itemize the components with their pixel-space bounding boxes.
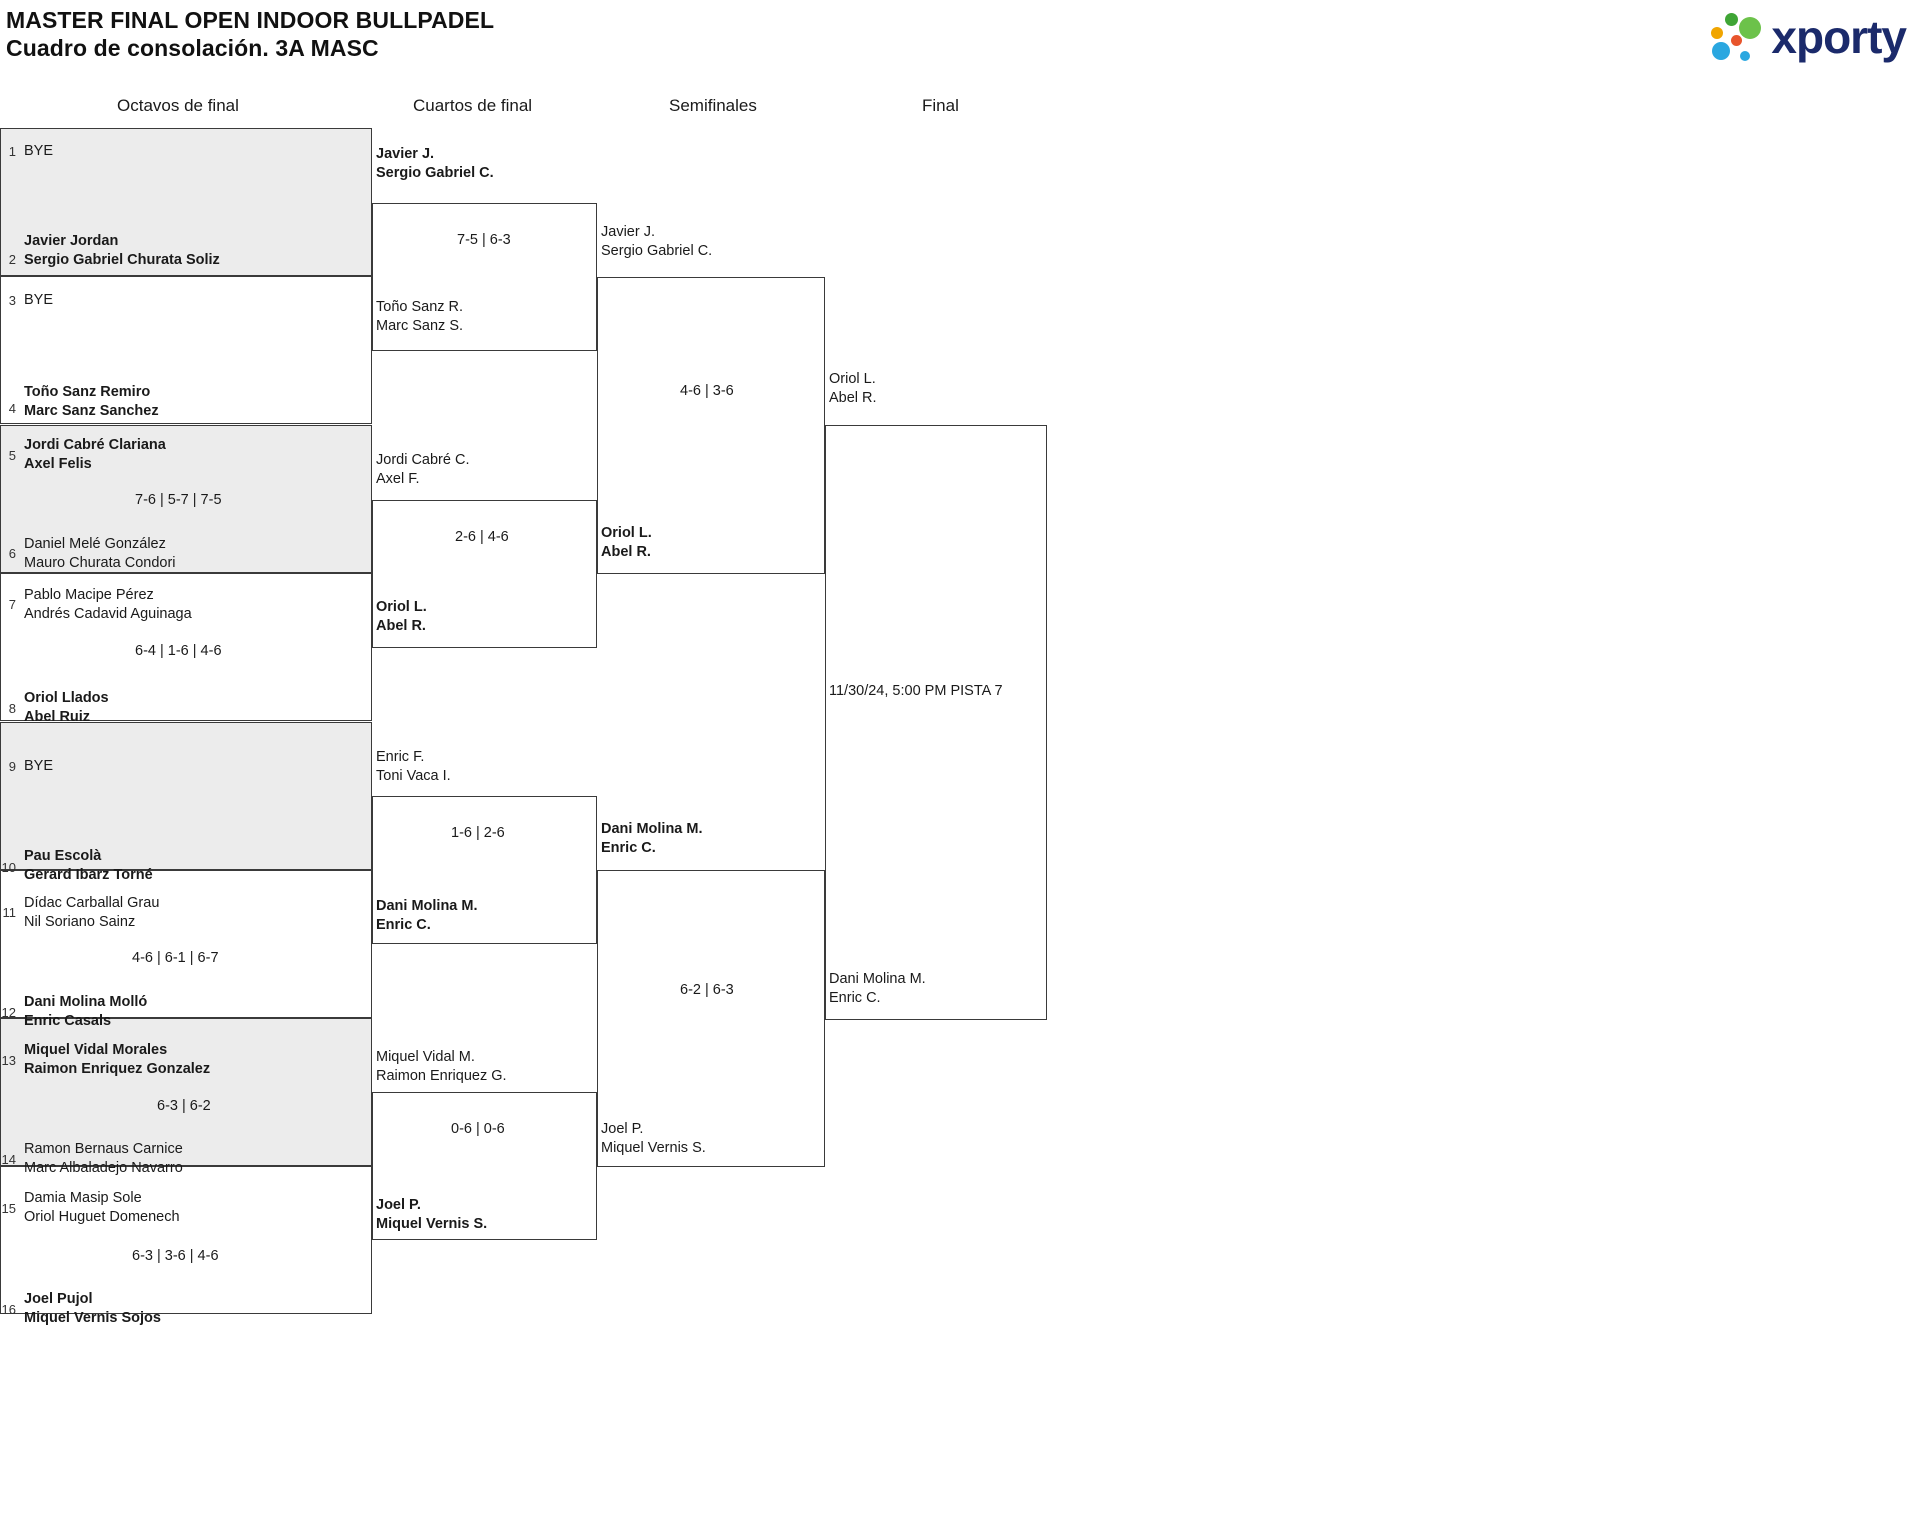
qf-3-bot-line1: Dani Molina M. [376, 898, 478, 914]
qf-2-top-line2: Axel F. [376, 471, 420, 487]
r16-seed-7: 7 [8, 597, 16, 612]
r16-team-1-line1: BYE [24, 143, 54, 159]
page-title [6, 6, 494, 62]
sf-2-bot-line1: Joel P. [601, 1121, 644, 1137]
qf-2-bot-line2: Abel R. [376, 618, 426, 634]
qf-4-score: 0-6 | 0-6 [451, 1121, 505, 1137]
qf-3-bot-line2: Enric C. [376, 917, 431, 933]
r16-seed-9: 9 [8, 759, 16, 774]
qf-3-top-line1: Enric F. [376, 749, 425, 765]
r16-seed-8: 8 [8, 701, 16, 716]
sf-2-bot-line2: Miquel Vernis S. [601, 1140, 706, 1156]
qf-1-top-line1: Javier J. [376, 146, 435, 162]
final-match-info: 11/30/24, 5:00 PM PISTA 7 [829, 683, 1003, 699]
r16-team-14-line2: Marc Albaladejo Navarro [24, 1160, 183, 1176]
qf-3-top-line2: Toni Vaca I. [376, 768, 451, 784]
r16-seed-10: 10 [1, 860, 16, 875]
r16-team-3-line1: BYE [24, 292, 54, 308]
final-top-line2: Abel R. [829, 390, 877, 406]
r16-team-16-line2: Miquel Vernis Sojos [24, 1310, 161, 1326]
sf-1-top-line1: Javier J. [601, 224, 655, 240]
r16-team-12-line2: Enric Casals [24, 1013, 112, 1029]
r16-seed-6: 6 [8, 546, 16, 561]
r16-team-7-line1: Pablo Macipe Pérez [24, 587, 154, 603]
bracket-subtitle: Cuadro de consolación. 3A MASC [6, 35, 379, 61]
r16-team-16-line1: Joel Pujol [24, 1291, 93, 1307]
sf-1-score: 4-6 | 3-6 [680, 383, 734, 399]
r16-team-4-line1: Toño Sanz Remiro [24, 384, 151, 400]
qf-4-bot-line2: Miquel Vernis S. [376, 1216, 488, 1232]
r16-team-11-line1: Dídac Carballal Grau [24, 895, 160, 911]
r16-team-11-line2: Nil Soriano Sainz [24, 914, 136, 930]
qf-4-top-line2: Raimon Enriquez G. [376, 1068, 507, 1084]
final-bot-line2: Enric C. [829, 990, 881, 1006]
qf-1-top-line2: Sergio Gabriel C. [376, 165, 494, 181]
xporty-logo [1709, 8, 1906, 66]
r16-team-7-line2: Andrés Cadavid Aguinaga [24, 606, 192, 622]
round-label-final: Final [922, 96, 959, 115]
r16-seed-4: 4 [8, 401, 16, 416]
r16-team-6-line2: Mauro Churata Condori [24, 555, 176, 571]
r16-team-5-line2: Axel Felis [24, 456, 92, 472]
sf-2-score: 6-2 | 6-3 [680, 982, 734, 998]
round-label-octavos: Octavos de final [117, 96, 239, 115]
r16-team-8-line1: Oriol Llados [24, 690, 109, 706]
r16-seed-1: 1 [8, 144, 16, 159]
r16-seed-11: 11 [2, 905, 16, 920]
r16-score-5: 7-6 | 5-7 | 7-5 [135, 492, 222, 508]
r16-score-13: 6-3 | 6-2 [157, 1098, 211, 1114]
sf-2-top-line1: Dani Molina M. [601, 821, 703, 837]
r16-seed-2: 2 [8, 252, 16, 267]
r16-team-8-line2: Abel Ruiz [24, 709, 91, 725]
qf-4-top-line1: Miquel Vidal M. [376, 1049, 475, 1065]
qf-4-bot-line1: Joel P. [376, 1197, 421, 1213]
qf-2-score: 2-6 | 4-6 [455, 529, 509, 545]
sf-1-bot-line1: Oriol L. [601, 525, 652, 541]
qf-2-top-line1: Jordi Cabré C. [376, 452, 470, 468]
r16-score-7: 6-4 | 1-6 | 4-6 [135, 643, 222, 659]
qf-1-bot-line2: Marc Sanz S. [376, 318, 464, 334]
r16-team-6-line1: Daniel Melé González [24, 536, 166, 552]
tournament-title: MASTER FINAL OPEN INDOOR BULLPADEL [6, 7, 495, 33]
r16-team-4-line2: Marc Sanz Sanchez [24, 403, 159, 419]
r16-team-5-line1: Jordi Cabré Clariana [24, 437, 166, 453]
r16-seed-5: 5 [8, 448, 16, 463]
round-label-semifinales: Semifinales [669, 96, 757, 115]
r16-team-13-line1: Miquel Vidal Morales [24, 1042, 168, 1058]
r16-team-10-line2: Gerard Ibarz Torné [24, 867, 153, 883]
final-box[interactable] [825, 425, 1047, 1020]
logo-dots-icon [1709, 11, 1763, 63]
r16-team-10-line1: Pau Escolà [24, 848, 102, 864]
r16-team-12-line1: Dani Molina Molló [24, 994, 148, 1010]
r16-seed-15: 15 [1, 1201, 16, 1216]
qf-1-score: 7-5 | 6-3 [457, 232, 511, 248]
r16-seed-16: 16 [1, 1302, 16, 1317]
sf-2-top-line2: Enric C. [601, 840, 656, 856]
logo-wordmark: xporty [1771, 11, 1906, 63]
sf-1-bot-line2: Abel R. [601, 544, 651, 560]
qf-2-bot-line1: Oriol L. [376, 599, 427, 615]
sf-1-top-line2: Sergio Gabriel C. [601, 243, 713, 259]
qf-1-bot-line1: Toño Sanz R. [376, 299, 464, 315]
r16-seed-12: 12 [1, 1005, 16, 1020]
r16-team-13-line2: Raimon Enriquez Gonzalez [24, 1061, 211, 1077]
r16-team-9-line1: BYE [24, 758, 54, 774]
r16-score-11: 4-6 | 6-1 | 6-7 [132, 950, 219, 966]
r16-team-2-line1: Javier Jordan [24, 233, 119, 249]
r16-score-15: 6-3 | 3-6 | 4-6 [132, 1248, 219, 1264]
round-label-cuartos: Cuartos de final [413, 96, 533, 115]
r16-team-15-line1: Damia Masip Sole [24, 1190, 142, 1206]
r16-seed-14: 14 [1, 1152, 16, 1167]
r16-seed-13: 13 [1, 1053, 16, 1068]
r16-team-2-line2: Sergio Gabriel Churata Soliz [24, 252, 220, 268]
final-top-line1: Oriol L. [829, 371, 876, 387]
qf-3-score: 1-6 | 2-6 [451, 825, 505, 841]
r16-team-14-line1: Ramon Bernaus Carnice [24, 1141, 183, 1157]
r16-team-15-line2: Oriol Huguet Domenech [24, 1209, 180, 1225]
final-bot-line1: Dani Molina M. [829, 971, 926, 987]
r16-seed-3: 3 [8, 293, 16, 308]
